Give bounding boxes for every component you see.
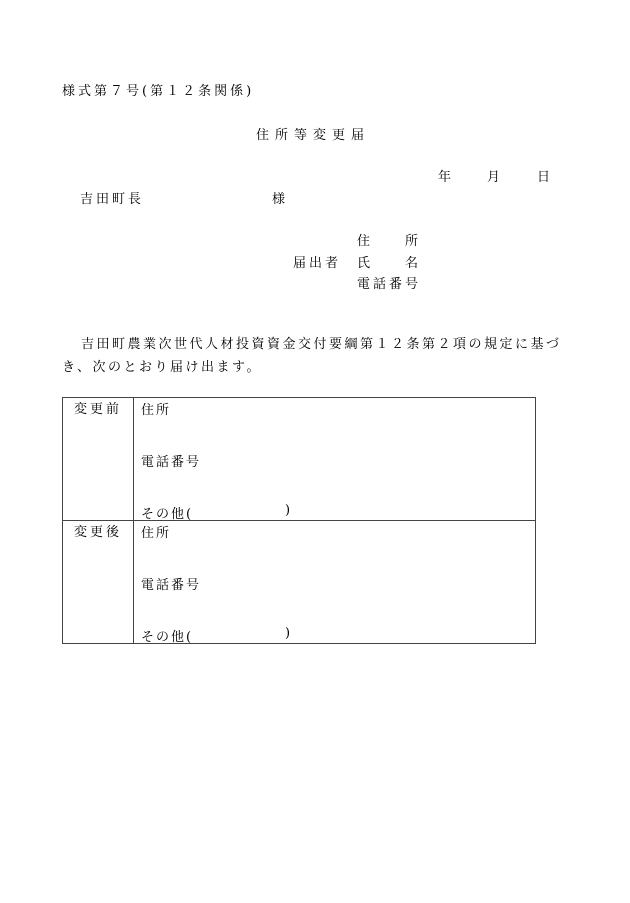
document-title: 住所等変更届 [256,128,371,143]
notifier-phone-label: 電話番号 [357,277,422,292]
after-address-label: 住所 [141,526,172,541]
before-other-label [141,503,293,522]
before-address-label: 住所 [141,403,172,418]
change-table [62,397,536,644]
table-row-after [63,521,536,644]
notifier-address-label: 住 所 [357,234,422,249]
after-other-close: ) [285,626,293,641]
date-year: 年 [438,170,455,185]
date-month: 月 [487,170,504,185]
addressee: 吉田町長 [80,192,145,207]
table-row-before [63,398,536,521]
before-other-open: その他( [141,507,194,522]
notifier-name-label: 氏 名 [357,256,422,271]
row-header-after: 変更後 [63,521,134,644]
honorific: 様 [272,192,289,207]
before-other-close: ) [285,503,293,518]
row-body-before [134,398,536,521]
form-number: 様式第７号(第１２条関係) [62,84,255,99]
row-body-after [134,521,536,644]
after-other-open: その他( [141,630,194,645]
body-text: 吉田町農業次世代人材投資資金交付要綱第１２条第２項の規定に基づき、次のとおり届け出ます。 [62,337,562,375]
after-phone-label: 電話番号 [141,578,202,593]
date-day: 日 [537,170,554,185]
row-header-before: 変更前 [63,398,134,521]
notifier-label: 届出者 [293,256,342,271]
after-other-label [141,626,293,645]
before-phone-label: 電話番号 [141,455,202,470]
